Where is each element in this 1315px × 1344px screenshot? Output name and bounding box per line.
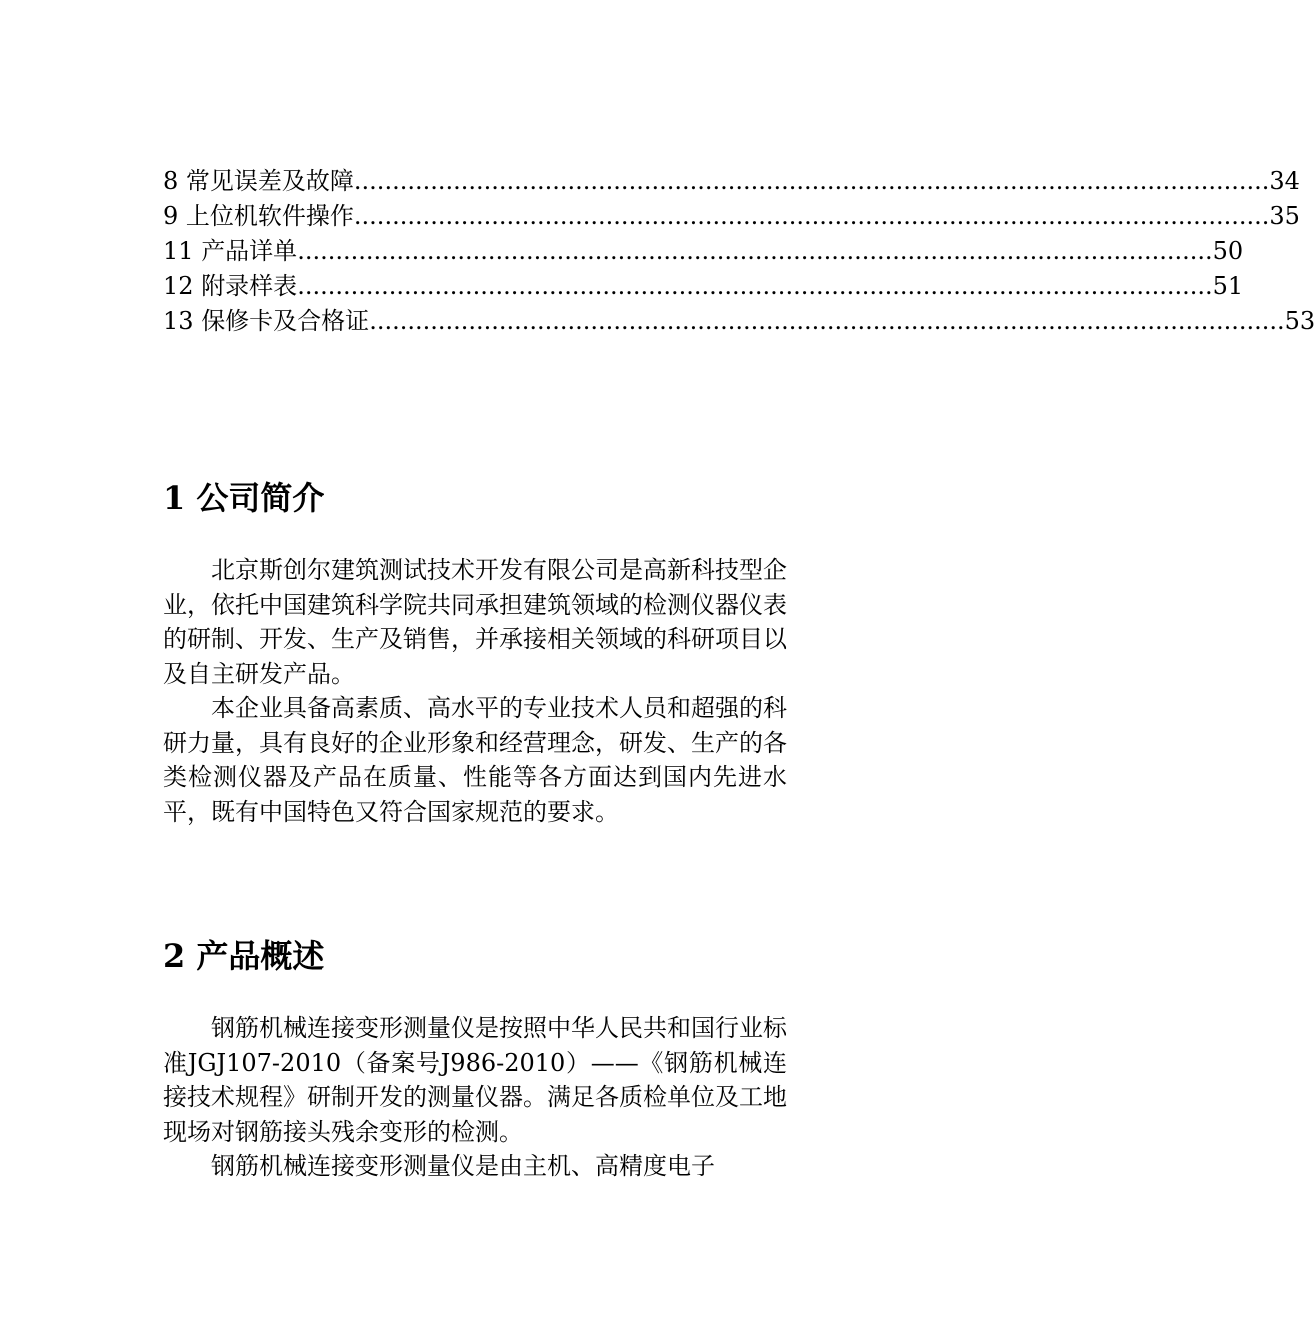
toc-entry-number: 13	[163, 307, 194, 335]
toc-dot-leader: ........................................................................................................................	[369, 307, 1285, 335]
toc-entry[interactable]	[163, 234, 1244, 269]
toc-entry-title: 上位机软件操作	[185, 202, 354, 230]
toc-entry-page: 51	[1212, 272, 1244, 300]
toc-entry-page: 50	[1212, 237, 1244, 265]
toc-entry[interactable]	[163, 164, 1300, 199]
body-paragraph: 钢筋机械连接变形测量仪是按照中华人民共和国行业标准JGJ107-2010（备案号J986-2010）——《钢筋机械连接技术规程》研制开发的测量仪器。满足各质检单位及工地现场对钢筋接头残余变形的检测。	[163, 1014, 787, 1146]
table-of-contents	[163, 164, 1315, 339]
toc-dot-leader: ........................................................................................................................	[297, 272, 1213, 300]
toc-entry-page: 35	[1269, 202, 1300, 230]
toc-entry-title: 附录样表	[201, 272, 298, 300]
toc-entry-number: 9	[163, 202, 179, 230]
toc-entry-title: 保修卡及合格证	[201, 307, 370, 335]
toc-entry-title: 常见误差及故障	[185, 167, 354, 195]
body-paragraph: 钢筋机械连接变形测量仪是由主机、高精度电子	[211, 1152, 715, 1180]
section-body-product-overview	[163, 1011, 787, 1184]
section-body-company-profile	[163, 553, 787, 829]
toc-entry[interactable]	[163, 269, 1244, 304]
toc-entry-number: 8	[163, 167, 179, 195]
toc-dot-leader: ........................................................................................................................	[353, 167, 1270, 195]
toc-dot-leader: ........................................................................................................................	[297, 237, 1213, 265]
toc-entry[interactable]	[163, 199, 1300, 234]
toc-entry-number: 11	[163, 237, 194, 265]
toc-entry-page: 53	[1284, 307, 1315, 335]
toc-dot-leader: ........................................................................................................................	[353, 202, 1270, 230]
body-paragraph: 本企业具备高素质、高水平的专业技术人员和超强的科研力量，具有良好的企业形象和经营理念，研发、生产的各类检测仪器及产品在质量、性能等各方面达到国内先进水平，既有中国特色又符合国家规范的要求。	[163, 694, 787, 826]
toc-entry-title: 产品详单	[201, 237, 298, 265]
toc-entry-number: 12	[163, 272, 194, 300]
toc-entry-page: 34	[1269, 167, 1300, 195]
section-heading-company-profile: 1 公司简介	[163, 479, 325, 517]
toc-entry[interactable]	[163, 304, 1315, 339]
section-heading-product-overview: 2 产品概述	[163, 937, 325, 975]
body-paragraph: 北京斯创尔建筑测试技术开发有限公司是高新科技型企业，依托中国建筑科学院共同承担建筑领域的检测仪器仪表的研制、开发、生产及销售，并承接相关领域的科研项目以及自主研发产品。	[163, 556, 787, 688]
